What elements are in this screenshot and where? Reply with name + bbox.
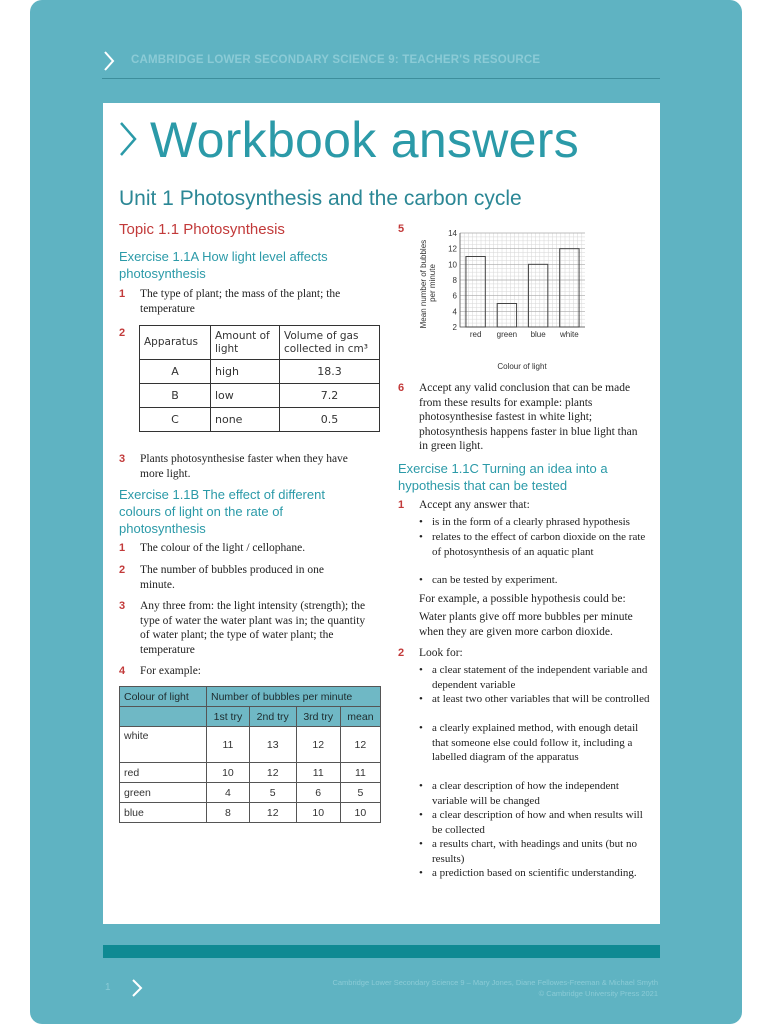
table-cell: 13 [249,727,296,763]
unit-heading: Unit 1 Photosynthesis and the carbon cycle [119,187,522,210]
y-tick-label: 14 [448,229,457,238]
table-cell: none [211,408,280,432]
answer-text: Any three from: the light intensity (strength); the type of water the water plant was in; the quantity of water plant; the type of water plant; the temperature [140,600,366,656]
bubbles-results-table [119,686,381,823]
question-number: 3 [119,600,126,612]
table-cell: 18.3 [280,360,380,384]
table-cell: 6 [296,783,340,803]
table-cell: high [211,360,280,384]
page-title: Workbook answers [150,112,580,168]
y-tick-label: 6 [452,291,457,301]
bullet-item: • a clear description of how and when results will be collected [432,808,650,837]
header-rule [102,78,660,79]
table-cell: 12 [249,763,296,783]
table-header: Amount of light [211,326,280,360]
table-header: 2nd try [249,707,296,727]
answer-text: For example: [140,665,201,677]
footer-copyright: © Cambridge University Press 2021 [538,989,658,998]
bubbles-bar-chart [409,223,597,373]
running-header: CAMBRIDGE LOWER SECONDARY SCIENCE 9: TEACHER'S RESOURCE [131,54,541,66]
answer-text: Water plants give off more bubbles per minute when they are given more carbon dioxide. [419,611,633,638]
question-number: 1 [398,499,405,511]
table-cell: 12 [249,803,296,823]
table-cell: green [120,783,207,803]
question-number: 1 [119,542,126,554]
bullet-item: • a clearly explained method, with enough detail that someone else could follow it, including a labelled diagram of the apparatus [432,721,650,765]
question-number: 3 [119,453,126,465]
answer-text: For example, a possible hypothesis could be: [419,593,626,605]
question-number: 6 [398,382,405,394]
document-page [103,103,660,924]
bullet-item: • relates to the effect of carbon dioxide on the rate of photosynthesis of an aquatic plant [432,530,650,559]
x-axis-label: Colour of light [497,362,547,371]
exercise-1-1a-heading: Exercise 1.1A How light level affects photosynthesis [119,249,328,281]
question-number: 4 [119,665,126,677]
answer-text: Accept any answer that: [419,499,530,511]
y-axis-label [419,238,437,329]
answer-text: The colour of the light / cellophane. [140,542,306,554]
bullet-item: • a prediction based on scientific understanding. [432,866,650,881]
table-cell: A [140,360,211,384]
table-cell: 8 [207,803,250,823]
answer-text: The number of bubbles produced in one minute. [140,564,324,591]
x-tick-label: red [469,330,482,339]
question-number: 2 [398,647,405,659]
table-cell: 11 [340,763,380,783]
table-cell: 11 [207,727,250,763]
table-cell: white [120,727,207,763]
chevron-right-icon [102,50,116,72]
page-number: 1 [105,982,111,993]
table-cell: 12 [340,727,380,763]
table-cell: 5 [340,783,380,803]
bullet-item: • a clear description of how the independent variable will be changed [432,779,650,808]
answer-text: Look for: [419,647,463,659]
table-cell: 11 [296,763,340,783]
footer-credits [332,977,658,999]
x-tick-label: blue [530,330,546,339]
x-tick-label: green [496,330,518,339]
y-tick-label: 4 [452,307,457,317]
table-cell: low [211,384,280,408]
table-cell: blue [120,803,207,823]
y-tick-label: 2 [452,323,457,332]
y-axis-label-line1: Mean number of bubbles [419,239,428,329]
y-tick-label: 12 [448,244,457,254]
bullet-item: • a clear statement of the independent variable and dependent variable [432,663,650,692]
table-cell: 10 [340,803,380,823]
table-header: 3rd try [296,707,340,727]
footer-bar [103,945,660,958]
answer-text: The type of plant; the mass of the plant; the temperature [140,288,341,315]
table-header [120,707,207,727]
table-cell: 12 [296,727,340,763]
bullet-item: • at least two other variables that will be controlled [432,692,650,707]
table-header: Number of bubbles per minute [207,687,381,707]
answer-text: Plants photosynthesise faster when they have more light. [140,453,348,480]
exercise-1-1c-heading: Exercise 1.1C Turning an idea into a hypothesis that can be tested [398,461,608,493]
question-number: 1 [119,288,126,300]
table-header: 1st try [207,707,250,727]
chevron-right-icon [117,119,139,159]
table-header: Colour of light [120,687,207,707]
table-cell: 5 [249,783,296,803]
footer-authors: Cambridge Lower Secondary Science 9 – Mary Jones, Diane Fellowes-Freeman & Michael Smyth [332,978,658,987]
table-cell: 10 [296,803,340,823]
table-cell: B [140,384,211,408]
x-tick-label: white [560,330,579,339]
bullet-item: • is in the form of a clearly phrased hypothesis [432,515,650,530]
y-tick-label: 8 [452,276,457,285]
table-cell: C [140,408,211,432]
question-number: 2 [119,327,126,339]
chevron-right-icon [131,978,143,998]
question-number: 5 [398,223,405,235]
table-header: Volume of gas collected in cm³ [280,326,380,360]
y-axis-label-line2: per minute [428,264,437,302]
question-number: 2 [119,564,126,576]
exercise-1-1b-heading: Exercise 1.1B The effect of different colours of light on the rate of photosynthesis [119,487,325,536]
table-cell: 7.2 [280,384,380,408]
bullet-item: • can be tested by experiment. [432,573,650,588]
answer-text: Accept any valid conclusion that can be made from these results for example: plants photosynthesise fastest in white light; photosynthesis happens faster in blue light than in green light. [419,382,638,452]
table-cell: 4 [207,783,250,803]
table-cell: 10 [207,763,250,783]
y-tick-label: 10 [448,260,457,270]
table-header: mean [340,707,380,727]
table-cell: 0.5 [280,408,380,432]
table-cell: red [120,763,207,783]
table-header: Apparatus [140,326,211,360]
bullet-item: • a results chart, with headings and units (but no results) [432,837,650,866]
gas-volume-table [139,325,380,432]
topic-heading: Topic 1.1 Photosynthesis [119,221,285,238]
